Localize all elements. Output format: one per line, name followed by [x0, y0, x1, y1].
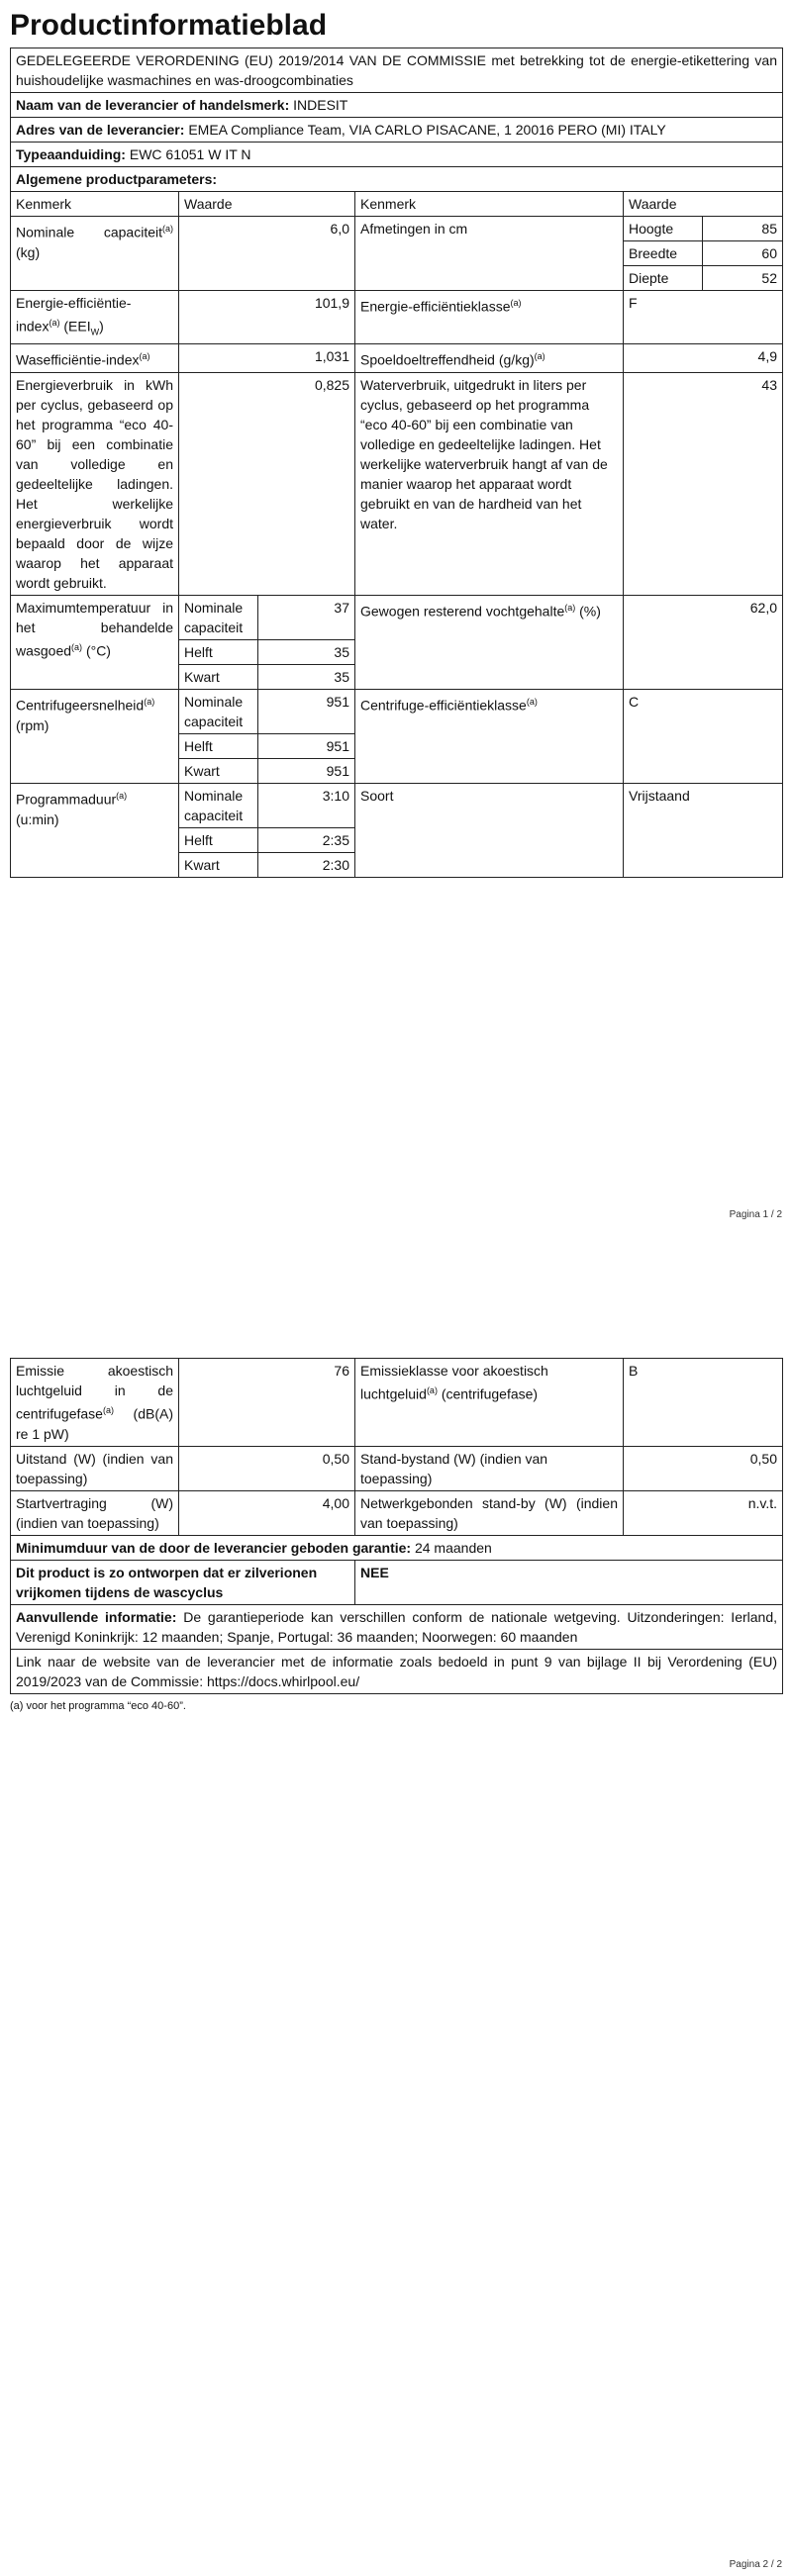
- moisture-text: Gewogen resterend vochtgehalte: [360, 603, 565, 620]
- spin-class-value: C: [624, 690, 783, 784]
- duration-value-nominal: 3:10: [258, 784, 355, 828]
- spin-label: [11, 690, 179, 784]
- moisture-sup: (a): [564, 603, 576, 614]
- standby-label: Stand-bystand (W) (indien van toepassing): [355, 1446, 624, 1490]
- spin-text: Centrifugeersnelheid: [16, 697, 145, 714]
- warranty-row: [11, 1535, 783, 1560]
- footnote: (a) voor het programma “eco 40-60”.: [10, 1699, 186, 1712]
- spin-class-label: [355, 690, 624, 784]
- duration-sup: (a): [116, 791, 128, 802]
- silver-ions-label: Dit product is zo ontworpen dat er zilverionen vrijkomen tijdens de wascyclus: [11, 1560, 355, 1604]
- eei-unit: (EEI: [63, 318, 91, 334]
- rinse-label: [355, 344, 624, 373]
- off-mode-value: 0,50: [179, 1446, 355, 1490]
- spin-sub-quarter: Kwart: [179, 759, 258, 784]
- moisture-label: [355, 596, 624, 690]
- spin-class-sup: (a): [526, 697, 538, 708]
- rinse-text: Spoeldoeltreffendheid (g/kg): [360, 352, 535, 369]
- wash-eff-text: Wasefficiëntie-index: [16, 352, 140, 369]
- general-params-heading: Algemene productparameters:: [11, 167, 783, 192]
- supplier-address-row: [11, 118, 783, 143]
- noise-class-unit: (centrifugefase): [441, 1385, 539, 1402]
- page-number-2: Pagina 2 / 2: [729, 2559, 782, 2570]
- max-temp-value-quarter: 35: [258, 665, 355, 690]
- product-info-table-2: [10, 1358, 783, 1694]
- duration-sub-quarter: Kwart: [179, 853, 258, 878]
- warranty-value: 24 maanden: [414, 1539, 492, 1556]
- wash-eff-label: [11, 344, 179, 373]
- supplier-name-label: Naam van de leverancier of handelsmerk:: [16, 97, 290, 113]
- max-temp-value-nominal: 37: [258, 596, 355, 640]
- header-waarde-2: Waarde: [624, 192, 783, 217]
- width-value: 60: [703, 241, 783, 266]
- noise-text: Emissie akoestisch luchtgeluid in de centrifugefase: [16, 1363, 173, 1422]
- spin-sub-nominal: Nominale capaciteit: [179, 690, 258, 734]
- max-temp-label: [11, 596, 179, 690]
- extra-info-label: Aanvullende informatie:: [16, 1608, 177, 1625]
- dimensions-label: Afmetingen in cm: [355, 217, 624, 291]
- network-standby-value: n.v.t.: [624, 1490, 783, 1535]
- spin-value-half: 951: [258, 734, 355, 759]
- wash-eff-value: 1,031: [179, 344, 355, 373]
- warranty-label: Minimumduur van de door de leverancier geboden garantie:: [16, 1539, 412, 1556]
- off-mode-label: Uitstand (W) (indien van toepassing): [11, 1446, 179, 1490]
- supplier-name-row: [11, 93, 783, 118]
- moisture-value: 62,0: [624, 596, 783, 690]
- eei-value: 101,9: [179, 291, 355, 344]
- eei-text: Energie-efficiëntie-index: [16, 295, 132, 334]
- network-standby-label: Netwerkgebonden stand-by (W) (indien van toepassing): [355, 1490, 624, 1535]
- duration-value-quarter: 2:30: [258, 853, 355, 878]
- capacity-label: [11, 217, 179, 291]
- eei-label: [11, 291, 179, 344]
- noise-unit: (dB(A) re 1 pW): [16, 1405, 173, 1442]
- max-temp-unit: (°C): [85, 642, 111, 659]
- energy-class-value: F: [624, 291, 783, 344]
- max-temp-sub-quarter: Kwart: [179, 665, 258, 690]
- capacity-value: 6,0: [179, 217, 355, 291]
- noise-class-value: B: [624, 1359, 783, 1447]
- duration-sub-nominal: Nominale capaciteit: [179, 784, 258, 828]
- max-temp-sup: (a): [71, 642, 83, 653]
- model-value: EWC 61051 W IT N: [129, 146, 251, 162]
- header-waarde-1: Waarde: [179, 192, 355, 217]
- spin-class-text: Centrifuge-efficiëntieklasse: [360, 697, 527, 714]
- header-kenmerk-2: Kenmerk: [355, 192, 624, 217]
- page-2: [10, 1358, 782, 1712]
- duration-label: [11, 784, 179, 878]
- noise-sup: (a): [102, 1405, 114, 1415]
- spin-value-quarter: 951: [258, 759, 355, 784]
- spin-value-nominal: 951: [258, 690, 355, 734]
- spin-unit: (rpm): [16, 716, 50, 733]
- water-consumption-value: 43: [624, 373, 783, 596]
- depth-label: Diepte: [624, 266, 703, 291]
- extra-info-value: De garantieperiode kan verschillen conform de nationale wetgeving. Uitzonderingen: Ierland, Verenigd Koninkrijk: 12 maanden; Spanje, Portugal: 36 maanden; Noorwegen: 60 maanden: [16, 1608, 778, 1645]
- noise-class-label: [355, 1359, 624, 1447]
- rinse-sup: (a): [534, 351, 545, 362]
- noise-value: 76: [179, 1359, 355, 1447]
- energy-class-sup: (a): [510, 298, 522, 308]
- model-row: [11, 143, 783, 167]
- supplier-address-label: Adres van de leverancier:: [16, 122, 185, 138]
- noise-class-text: Emissieklasse voor akoestisch luchtgeluid: [360, 1363, 548, 1402]
- standby-value: 0,50: [624, 1446, 783, 1490]
- max-temp-sub-half: Helft: [179, 640, 258, 665]
- eei-unit-sub: W: [90, 327, 100, 337]
- noise-class-sup: (a): [426, 1385, 438, 1395]
- delay-start-value: 4,00: [179, 1490, 355, 1535]
- capacity-sup: (a): [162, 224, 173, 234]
- header-kenmerk-1: Kenmerk: [11, 192, 179, 217]
- supplier-link-text: Link naar de website van de leverancier met de informatie zoals bedoeld in punt 9 van bijlage II bij Verordening (EU) 2019/2023 van de Commissie: https://docs.whirlpool.eu/: [11, 1649, 783, 1693]
- max-temp-sub-nominal: Nominale capaciteit: [179, 596, 258, 640]
- height-value: 85: [703, 217, 783, 241]
- product-info-table: [10, 48, 783, 878]
- duration-sub-half: Helft: [179, 828, 258, 853]
- page-number-1: Pagina 1 / 2: [729, 1209, 782, 1220]
- spin-sub-half: Helft: [179, 734, 258, 759]
- wash-eff-sup: (a): [139, 351, 150, 362]
- type-value: Vrijstaand: [624, 784, 783, 878]
- duration-unit: (u:min): [16, 811, 59, 827]
- energy-class-label: [355, 291, 624, 344]
- eei-sup: (a): [49, 318, 60, 328]
- depth-value: 52: [703, 266, 783, 291]
- width-label: Breedte: [624, 241, 703, 266]
- rinse-value: 4,9: [624, 344, 783, 373]
- supplier-address-value: EMEA Compliance Team, VIA CARLO PISACANE, 1 20016 PERO (MI) ITALY: [188, 122, 666, 138]
- page-title: Productinformatieblad: [10, 9, 328, 42]
- moisture-unit: (%): [579, 603, 601, 620]
- energy-class-text: Energie-efficiëntieklasse: [360, 298, 511, 315]
- duration-text: Programmaduur: [16, 791, 117, 808]
- duration-value-half: 2:35: [258, 828, 355, 853]
- extra-info-row: [11, 1604, 783, 1649]
- eei-unit-close: ): [99, 318, 104, 334]
- noise-label: [11, 1359, 179, 1447]
- model-label: Typeaanduiding:: [16, 146, 126, 162]
- energy-consumption-label: Energieverbruik in kWh per cyclus, gebaseerd op het programma “eco 40-60” bij een combinatie van volledige en gedeeltelijke ladingen. Het werkelijke energieverbruik wordt bepaald door de wijze waarop het apparaat wordt gebruikt.: [11, 373, 179, 596]
- page-1: [10, 8, 782, 878]
- supplier-name-value: INDESIT: [293, 97, 348, 113]
- silver-ions-value: NEE: [355, 1560, 783, 1604]
- max-temp-value-half: 35: [258, 640, 355, 665]
- height-label: Hoogte: [624, 217, 703, 241]
- spin-sup: (a): [144, 697, 155, 708]
- water-consumption-label: Waterverbruik, uitgedrukt in liters per cyclus, gebaseerd op het programma “eco 40-60” bij een combinatie van volledige en gedeeltelijke ladingen. Het werkelijke waterverbruik hangt af van de manier waarop het apparaat wordt gebruikt en van de hardheid van het water.: [355, 373, 624, 596]
- capacity-unit: (kg): [16, 243, 41, 260]
- delay-start-label: Startvertraging (W) (indien van toepassing): [11, 1490, 179, 1535]
- capacity-text: Nominale capaciteit: [16, 224, 162, 240]
- regulation-text: GEDELEGEERDE VERORDENING (EU) 2019/2014 VAN DE COMMISSIE met betrekking tot de energie-etikettering van huishoudelijke wasmachines en was-droogcombinaties: [11, 48, 783, 93]
- type-label: Soort: [355, 784, 624, 878]
- max-temp-text: Maximumtemperatuur in het behandelde wasgoed: [16, 600, 173, 659]
- energy-consumption-value: 0,825: [179, 373, 355, 596]
